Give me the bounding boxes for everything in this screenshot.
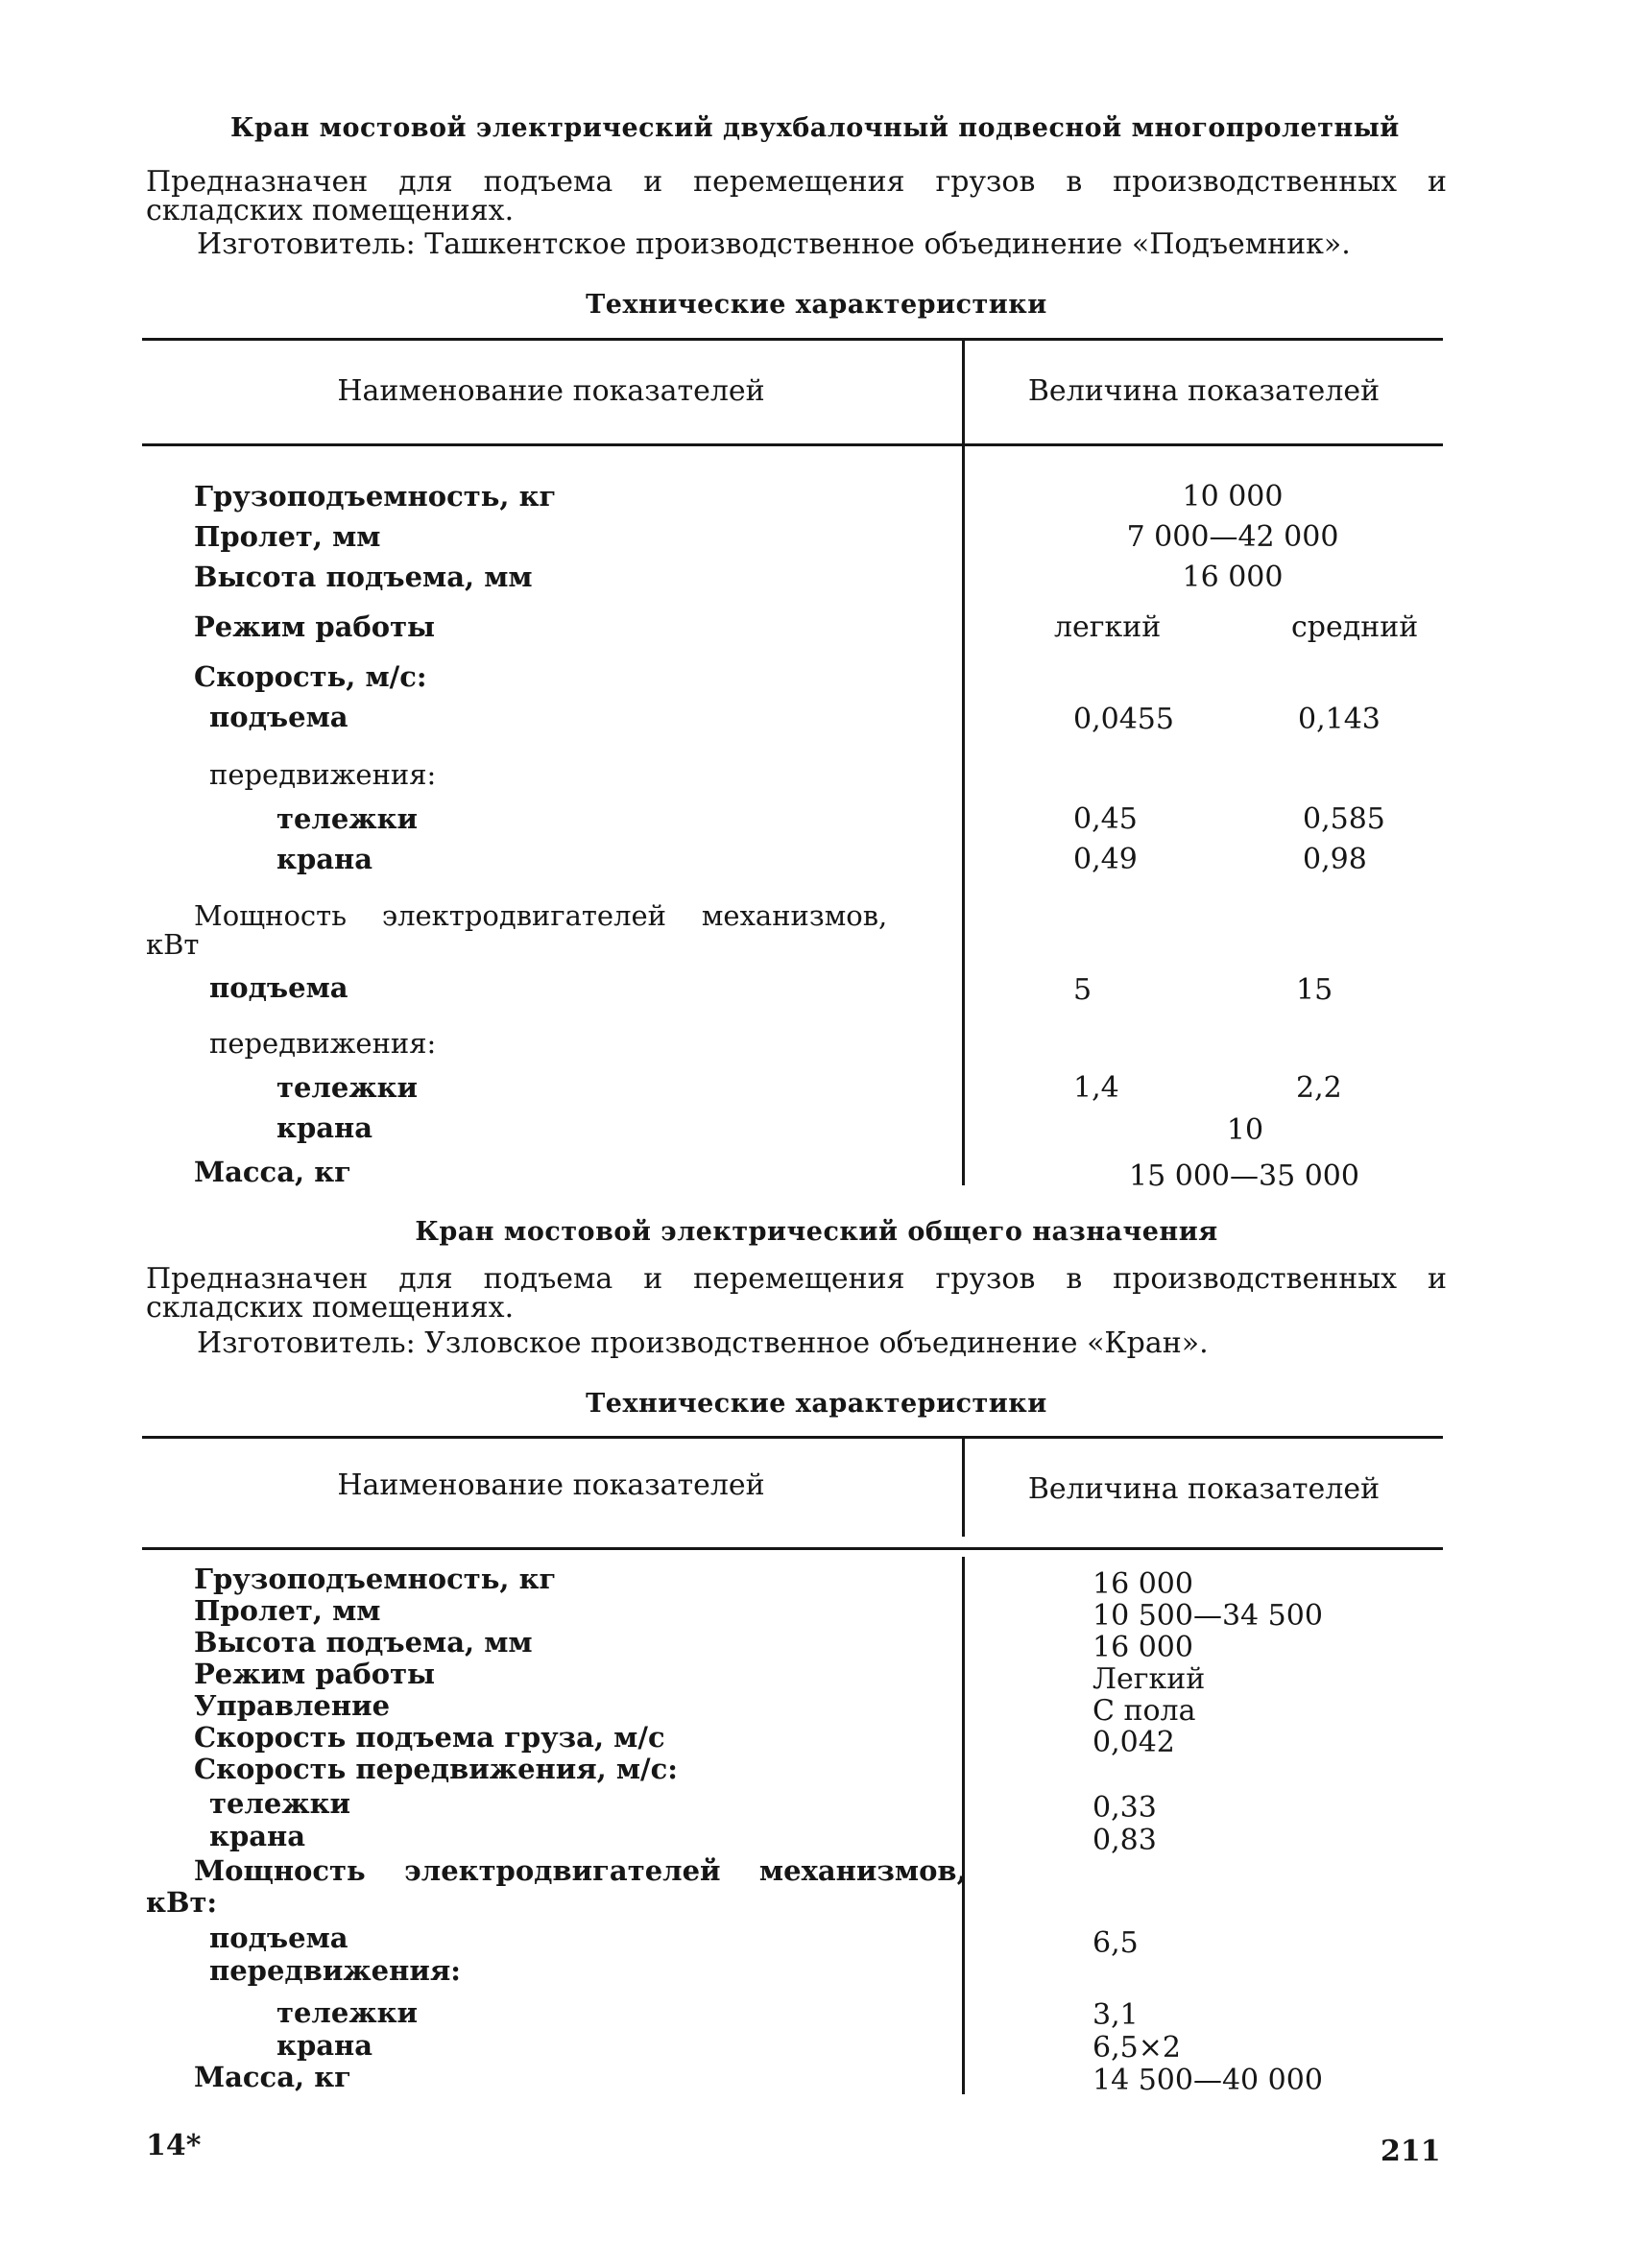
row-span-label: Пролет, мм xyxy=(194,520,381,553)
page-number: 211 xyxy=(1381,2135,1441,2168)
section1-purpose-line1: Предназначен для подъема и перемещения грузов в производственных и xyxy=(146,165,1447,199)
row-speed-lift-value-1: 0,0455 xyxy=(1073,703,1174,736)
s2-row-power-travel-label: передвижения: xyxy=(209,1954,461,1987)
section2-title: Кран мостовой электрический общего назначения xyxy=(415,1217,1218,1247)
row-speed-trolley-value-1: 0,45 xyxy=(1073,802,1138,836)
row-speed-crane-value-2: 0,98 xyxy=(1303,843,1367,876)
s2-row-power-trolley-label: тележки xyxy=(276,1996,419,2029)
row-speed-crane-label: крана xyxy=(276,843,373,875)
s2-row-power-label-line2: кВт: xyxy=(146,1886,218,1919)
section1-purpose-line2: складских помещениях. xyxy=(146,194,515,227)
s2-row-trolley-value: 0,33 xyxy=(1093,1791,1157,1825)
row-lift-height-label: Высота подъема, мм xyxy=(194,561,533,593)
row-power-travel-label: передвижения: xyxy=(209,1027,437,1060)
row-power-crane-value: 10 xyxy=(1226,1113,1264,1147)
s2-row-trolley-label: тележки xyxy=(209,1787,351,1820)
row-span-value: 7 000—42 000 xyxy=(1126,520,1339,554)
s2-row-power-lift-label: подъема xyxy=(209,1922,348,1954)
row-speed-lift-value-2: 0,143 xyxy=(1298,703,1381,736)
row-power-trolley-label: тележки xyxy=(276,1071,419,1104)
row-power-label-line2: кВт xyxy=(146,928,200,961)
section1-table-title: Технические характеристики xyxy=(586,290,1047,320)
section2-header-divider xyxy=(962,1439,965,1537)
s2-row-power-crane-label: крана xyxy=(276,2029,373,2062)
section1-manufacturer: Изготовитель: Ташкентское производственное объединение «Подъемник». xyxy=(197,227,1351,261)
section1-header-divider xyxy=(962,341,965,443)
row-mode-label: Режим работы xyxy=(194,610,436,643)
section2-manufacturer: Изготовитель: Узловское производственное объединение «Кран». xyxy=(197,1326,1209,1360)
row-power-trolley-value-2: 2,2 xyxy=(1296,1071,1342,1105)
s2-row-lift-height-label: Высота подъема, мм xyxy=(194,1626,533,1659)
section2-purpose-line1: Предназначен для подъема и перемещения грузов в производственных и xyxy=(146,1262,1447,1296)
row-power-label-line1: Мощность электродвигателей механизмов, xyxy=(194,899,888,932)
section2-purpose-line2: складских помещениях. xyxy=(146,1291,515,1325)
section2-table-header-rule xyxy=(142,1547,1443,1550)
row-capacity-value: 10 000 xyxy=(1182,480,1284,513)
row-power-lift-value-2: 15 xyxy=(1296,973,1333,1007)
section2-col-name-header: Наименование показателей xyxy=(337,1468,765,1502)
s2-row-crane-label: крана xyxy=(209,1820,306,1852)
s2-row-power-trolley-value: 3,1 xyxy=(1093,1998,1139,2032)
row-mode-value-2: средний xyxy=(1291,610,1419,644)
row-capacity-label: Грузоподъемность, кг xyxy=(194,480,557,513)
row-speed-trolley-value-2: 0,585 xyxy=(1303,802,1385,836)
section2-body-divider xyxy=(962,1557,965,2094)
section1-body-divider xyxy=(962,446,965,1185)
section1-col-value-header: Величина показателей xyxy=(1027,374,1381,408)
section1-title: Кран мостовой электрический двухбалочный подвесной многопролетный xyxy=(230,113,1400,143)
row-mode-value-1: легкий xyxy=(1054,610,1162,644)
s2-row-mode-value: Легкий xyxy=(1093,1662,1206,1696)
s2-row-crane-value: 0,83 xyxy=(1093,1824,1157,1857)
row-power-lift-value-1: 5 xyxy=(1073,973,1093,1007)
s2-row-capacity-value: 16 000 xyxy=(1093,1567,1193,1601)
row-speed-travel-label: передвижения: xyxy=(209,758,437,791)
s2-row-control-label: Управление xyxy=(194,1689,391,1722)
section1-table-top-rule xyxy=(142,338,1443,341)
s2-row-travel-speed-label: Скорость передвижения, м/с: xyxy=(194,1753,679,1785)
section1-col-name-header: Наименование показателей xyxy=(337,374,765,408)
s2-row-mass-label: Масса, кг xyxy=(194,2061,351,2093)
section1-table-header-rule xyxy=(142,443,1443,446)
s2-row-control-value: С пола xyxy=(1093,1694,1196,1728)
section2-table-top-rule xyxy=(142,1436,1443,1439)
row-power-crane-label: крана xyxy=(276,1111,373,1144)
row-speed-lift-label: подъема xyxy=(209,701,348,733)
section2-table-title: Технические характеристики xyxy=(586,1389,1047,1419)
s2-row-mass-value: 14 500—40 000 xyxy=(1093,2064,1323,2097)
row-speed-trolley-label: тележки xyxy=(276,802,419,835)
s2-row-power-crane-value: 6,5×2 xyxy=(1093,2031,1181,2065)
s2-row-power-label-line1: Мощность электродвигателей механизмов, xyxy=(194,1854,967,1887)
s2-row-span-value: 10 500—34 500 xyxy=(1093,1599,1323,1633)
row-mass-label: Масса, кг xyxy=(194,1156,351,1188)
signature-mark: 14* xyxy=(146,2129,202,2162)
row-lift-height-value: 16 000 xyxy=(1182,561,1284,594)
s2-row-lift-speed-label: Скорость подъема груза, м/с xyxy=(194,1721,665,1754)
row-power-trolley-value-1: 1,4 xyxy=(1073,1071,1119,1105)
row-mass-value: 15 000—35 000 xyxy=(1129,1159,1359,1193)
row-speed-label: Скорость, м/с: xyxy=(194,660,427,693)
s2-row-mode-label: Режим работы xyxy=(194,1658,436,1690)
s2-row-lift-speed-value: 0,042 xyxy=(1093,1726,1175,1759)
row-speed-crane-value-1: 0,49 xyxy=(1073,843,1138,876)
section2-col-value-header: Величина показателей xyxy=(1027,1472,1381,1506)
s2-row-span-label: Пролет, мм xyxy=(194,1594,381,1627)
row-power-lift-label: подъема xyxy=(209,971,348,1004)
s2-row-lift-height-value: 16 000 xyxy=(1093,1631,1193,1664)
s2-row-capacity-label: Грузоподъемность, кг xyxy=(194,1563,557,1595)
s2-row-power-lift-value: 6,5 xyxy=(1093,1926,1139,1960)
